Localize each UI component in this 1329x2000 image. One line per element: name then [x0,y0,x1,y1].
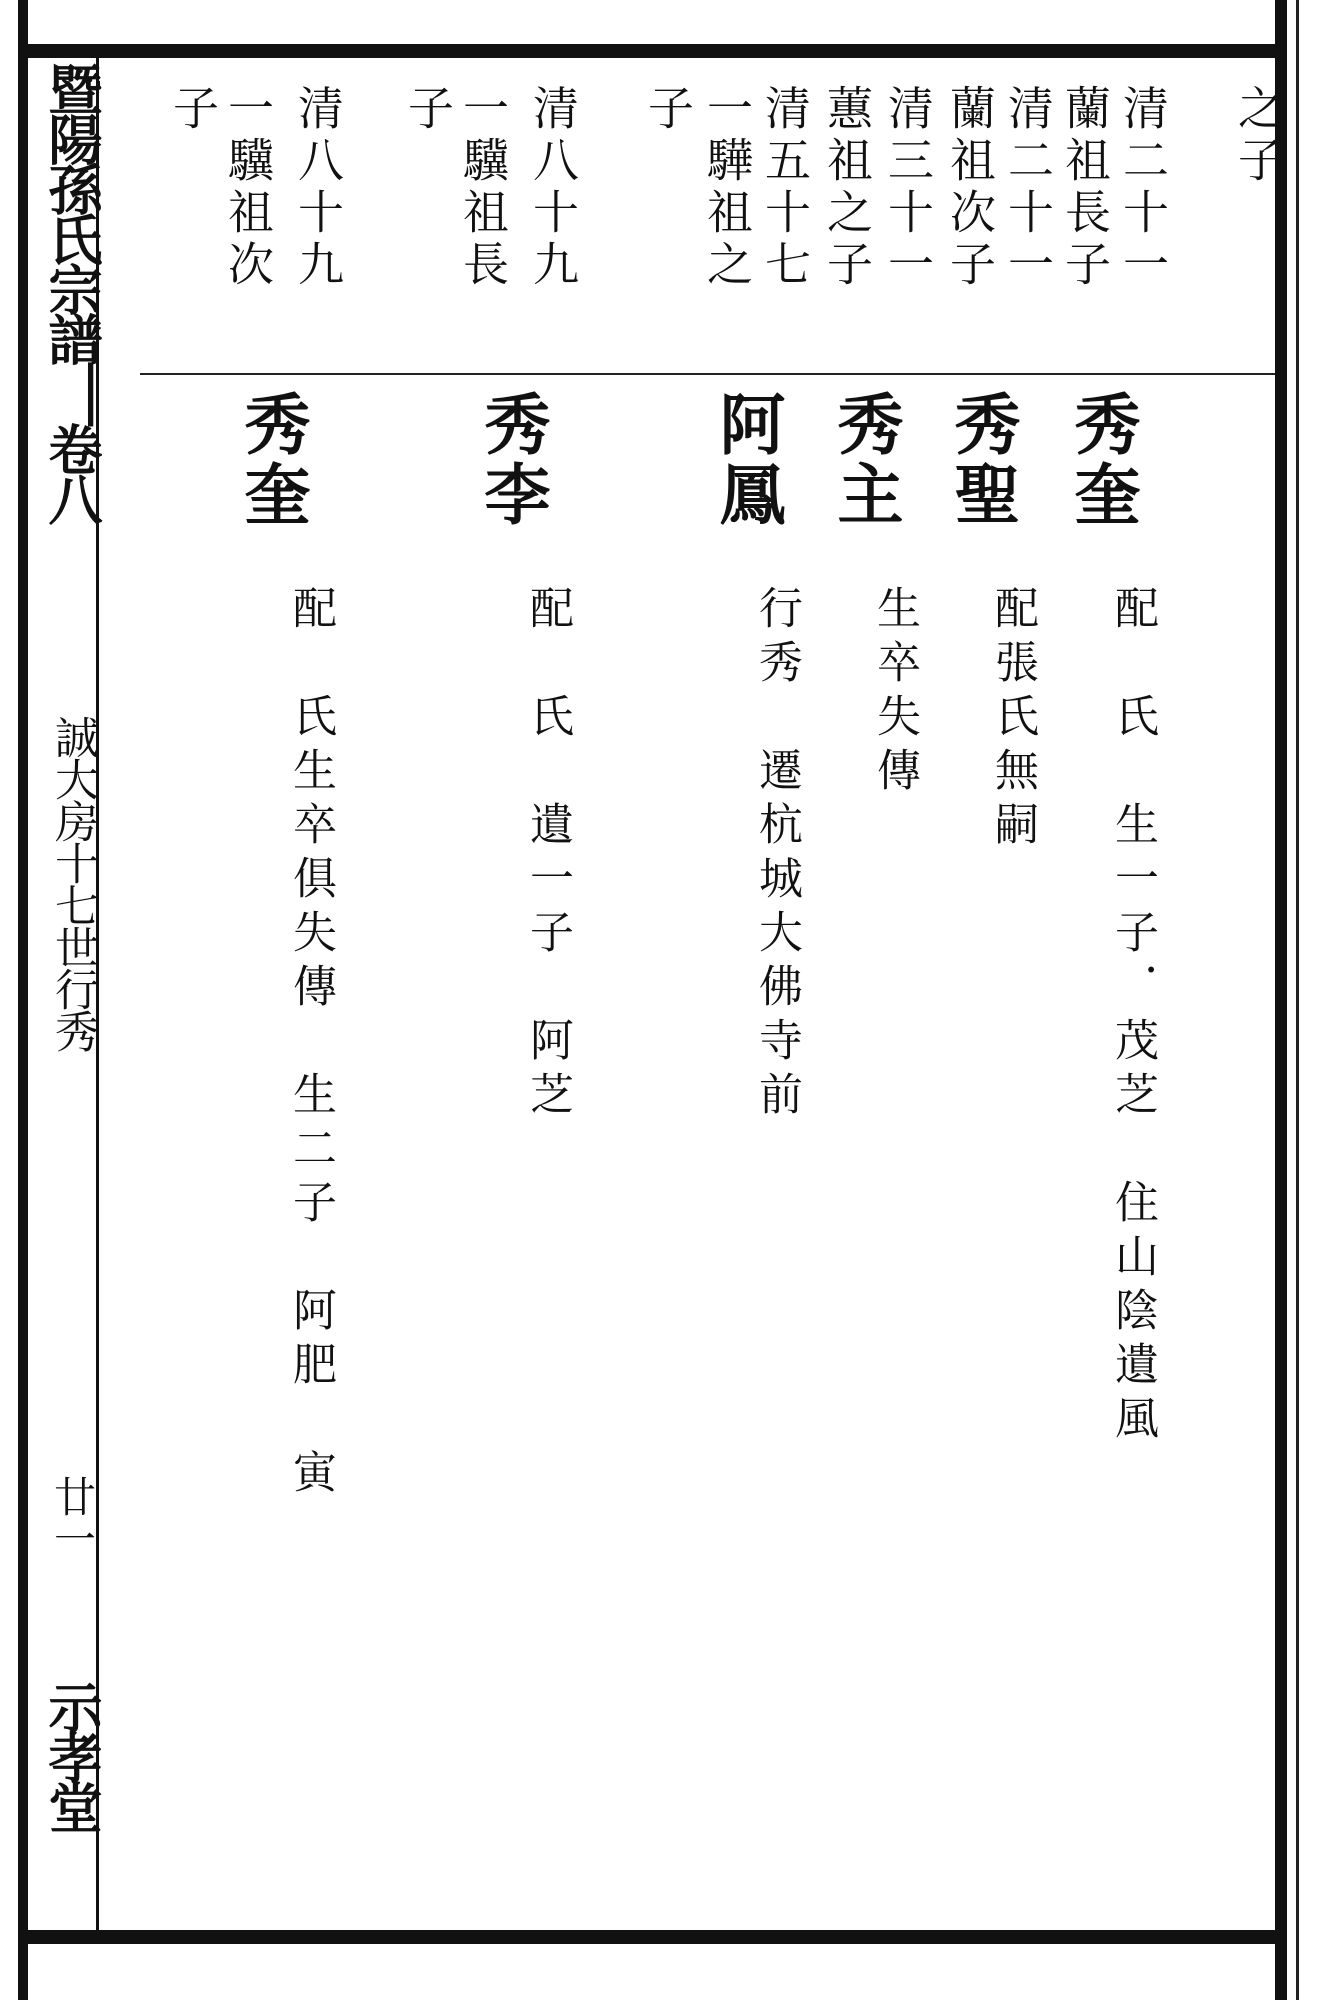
right-border-rule [1275,0,1287,2000]
person-name: 秀奎 [233,390,311,530]
upper-column: 蘭祖次子 [943,84,997,292]
page-number: 廿一 [48,1475,97,1559]
person-record: 配 氏 遺一子 阿芝 [522,585,573,1125]
person-record: 配張氏無嗣 [987,585,1038,855]
person-record: 生卒失傳 [869,585,920,801]
upper-column: 子 [166,84,220,136]
person-name: 秀聖 [943,390,1021,530]
person-name: 秀主 [826,390,904,530]
upper-column: 子 [641,84,695,136]
upper-column: 蘭祖長子 [1058,84,1112,292]
tier-divider [140,373,1275,375]
person-record: 配 氏 生一子．茂芝 住山陰遺風 [1107,585,1158,1449]
book-title: 暨陽孫氏宗譜▕卷八 [40,62,104,522]
person-name: 秀李 [473,390,551,530]
upper-column: 一驊祖之 [700,84,754,292]
left-border-rule [18,0,28,2000]
upper-column: 清八十九 [526,84,580,292]
upper-column: 蕙祖之子 [820,84,874,292]
top-border-rule [28,44,1278,58]
upper-column: 清八十九 [291,84,345,292]
person-name: 阿鳳 [708,390,786,530]
upper-column: 清二十一 [1116,84,1170,292]
section-heading: 誠大房十七世行秀 [47,715,98,1051]
bottom-border-rule [28,1930,1278,1944]
upper-column: 清五十七 [758,84,812,292]
upper-column: 之子 [1231,84,1285,188]
upper-column: 一驥祖次 [221,84,275,292]
person-name: 秀奎 [1063,390,1141,530]
upper-column: 一驥祖長 [456,84,510,292]
upper-column: 清二十一 [1001,84,1055,292]
person-record: 行秀 遷杭城大佛寺前 [751,585,802,1125]
right-edge-line [1296,0,1299,2000]
person-record: 配 氏生卒俱失傳 生二子 阿肥 寅 [285,585,336,1503]
hall-name: 示孝堂 [40,1680,104,1830]
upper-column: 清三十一 [881,84,935,292]
upper-column: 子 [401,84,455,136]
